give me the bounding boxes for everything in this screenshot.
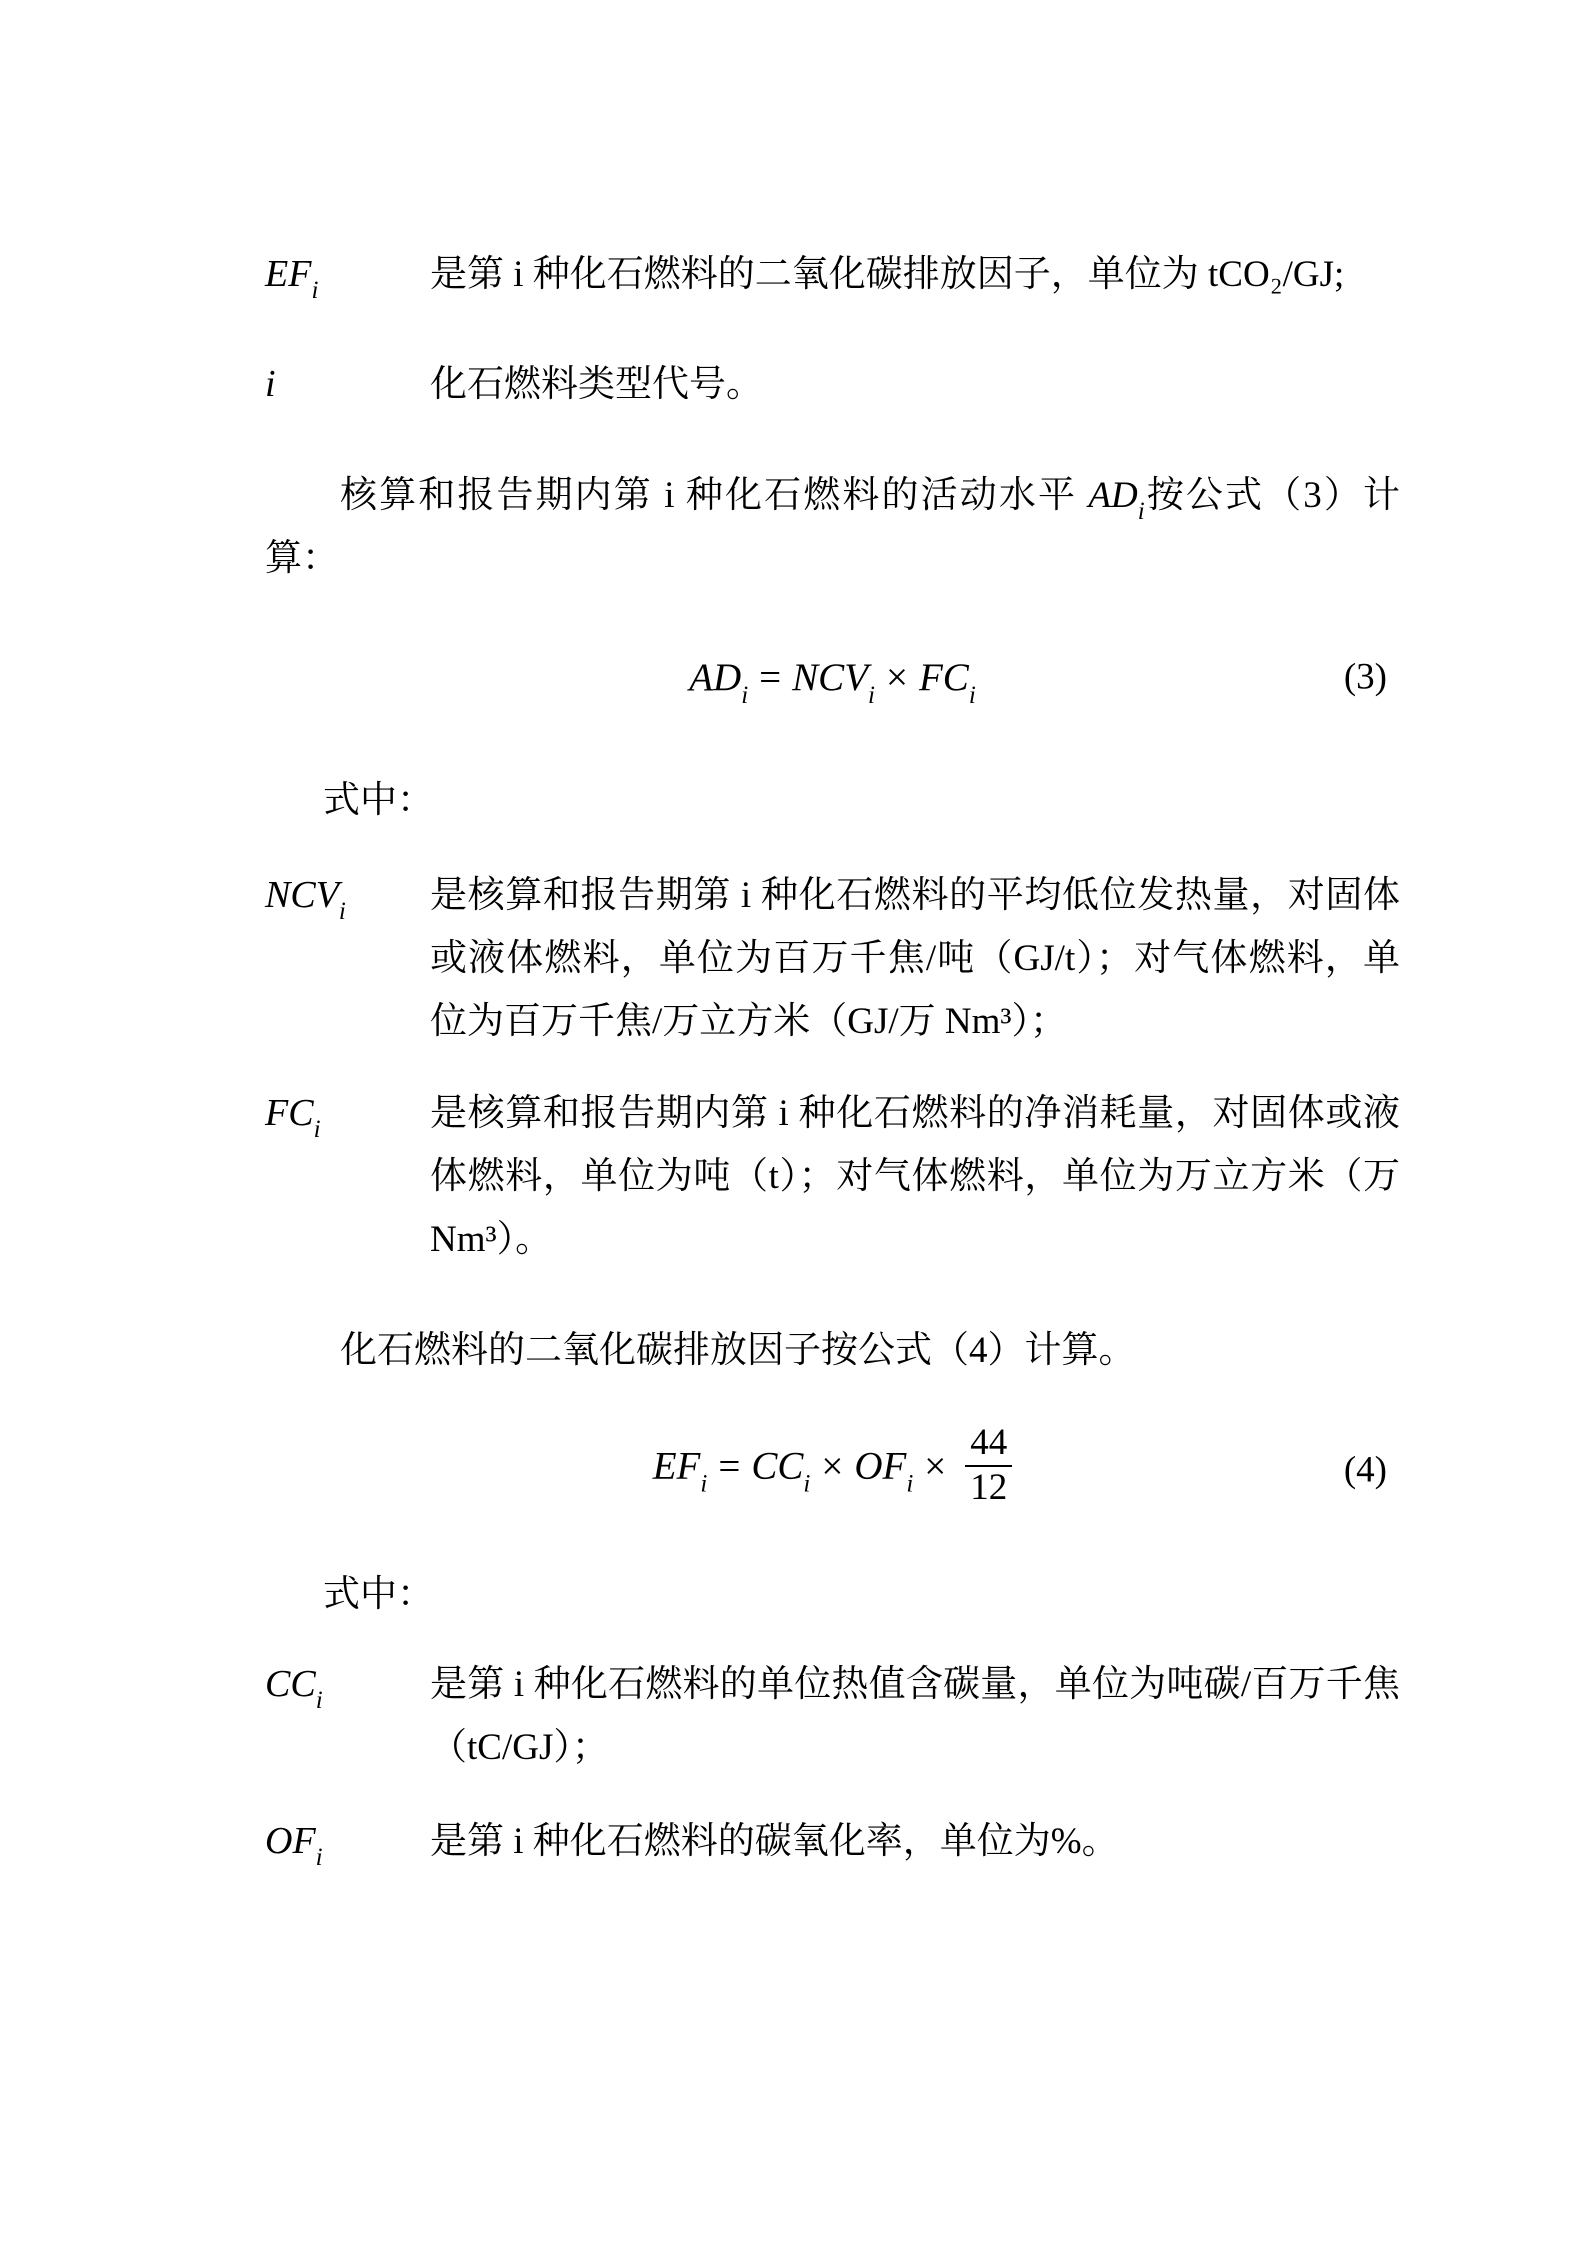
- definition-text: 是核算和报告期内第 i 种化石燃料的净消耗量，对固体或液体燃料，单位为吨（t）；对气体燃料，单位为万立方米（万 Nm³）。: [430, 1093, 1400, 1260]
- definition-ncvi: [265, 864, 1400, 1053]
- formula-3: [265, 642, 1400, 712]
- definition-text: 是第 i 种化石燃料的碳氧化率，单位为%。: [430, 1821, 1119, 1862]
- formula-subscript: i: [868, 681, 875, 709]
- term-fci: [265, 1082, 430, 1271]
- where-label-2: 式中：: [323, 1574, 434, 1615]
- multiply-sign: ×: [885, 655, 908, 699]
- paragraph-text: 按公式（3）计算：: [265, 475, 1400, 579]
- paragraph-text: 核算和报告期内第 i 种化石燃料的活动水平: [340, 475, 1089, 516]
- fraction-numerator: 44: [965, 1422, 1012, 1467]
- term-subscript: i: [313, 1116, 321, 1143]
- term-symbol: OF: [265, 1820, 316, 1862]
- formula-subscript: i: [700, 1470, 708, 1498]
- term-symbol: i: [265, 363, 276, 405]
- term-symbol: CC: [265, 1663, 316, 1705]
- definition-text: 是核算和报告期第 i 种化石燃料的平均低位发热量，对固体或液体燃料，单位为百万千焦/吨（GJ/t）；对气体燃料，单位为百万千焦/万立方米（GJ/万 Nm³）；: [430, 875, 1400, 1042]
- inline-term-subscript: i: [1137, 498, 1145, 525]
- equals-sign: =: [759, 655, 782, 699]
- inline-term-ad: AD: [1088, 475, 1138, 516]
- term-symbol: EF: [265, 253, 312, 295]
- formula-term: OF: [854, 1444, 907, 1488]
- definition-text: 是第 i 种化石燃料的二氧化碳排放因子，单位为 tCO₂/GJ;: [430, 254, 1345, 295]
- formula-subscript: i: [741, 681, 749, 709]
- term-subscript: i: [311, 277, 319, 304]
- term-symbol: NCV: [265, 874, 339, 916]
- term-subscript: i: [315, 1844, 323, 1871]
- term-symbol: FC: [265, 1092, 314, 1134]
- formula-subscript: i: [803, 1470, 811, 1498]
- definition-fci: [265, 1082, 1400, 1271]
- term-i: [265, 353, 430, 416]
- formula-subscript: i: [906, 1470, 914, 1498]
- formula-4: [265, 1415, 1400, 1525]
- term-subscript: i: [338, 898, 346, 925]
- multiply-sign: ×: [924, 1444, 947, 1488]
- definition-cci: [265, 1653, 1400, 1779]
- equation-number-4: (4): [1343, 1449, 1387, 1491]
- fraction-denominator: 12: [970, 1467, 1008, 1508]
- formula-4-expression: [652, 1422, 1013, 1513]
- formula-subscript: i: [968, 681, 976, 709]
- definition-efi: [265, 243, 1400, 306]
- term-cci: [265, 1653, 430, 1779]
- definition-ofi: [265, 1810, 1400, 1873]
- formula-lhs: EF: [652, 1444, 701, 1488]
- formula-term: NCV: [792, 655, 869, 699]
- paragraph-ad-intro: [265, 464, 1400, 590]
- equals-sign: =: [718, 1444, 741, 1488]
- definition-text: 是第 i 种化石燃料的单位热值含碳量，单位为吨碳/百万千焦（tC/GJ）；: [430, 1664, 1400, 1768]
- fraction-44-12: [965, 1422, 1012, 1509]
- formula-term: FC: [918, 655, 969, 699]
- multiply-sign: ×: [821, 1444, 844, 1488]
- where-label-1: 式中：: [323, 780, 434, 821]
- term-efi: [265, 243, 430, 306]
- formula-3-expression: [689, 655, 976, 709]
- equation-number-3: (3): [1343, 656, 1387, 698]
- term-subscript: i: [315, 1687, 323, 1714]
- formula-lhs: AD: [689, 655, 742, 699]
- definition-text: 化石燃料类型代号。: [430, 364, 763, 405]
- term-ncvi: [265, 864, 430, 1053]
- paragraph-ef-intro: 化石燃料的二氧化碳排放因子按公式（4）计算。: [340, 1330, 1136, 1371]
- definition-i: [265, 353, 1400, 416]
- formula-term: CC: [751, 1444, 804, 1488]
- term-ofi: [265, 1810, 430, 1873]
